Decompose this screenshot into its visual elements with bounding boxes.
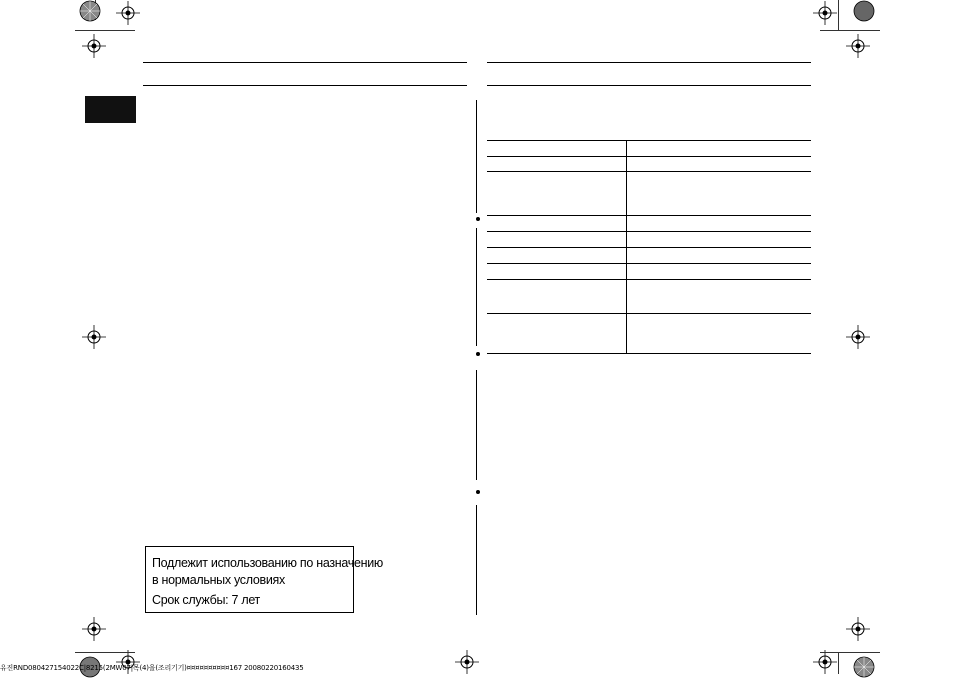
bullet-dot [476,352,480,356]
registration-mark-icon [846,325,870,349]
table-row [487,263,811,279]
table-row [487,247,811,263]
registration-mark-icon [846,34,870,58]
notice-line-2: в нормальных условиях [152,573,285,587]
table-row [487,313,811,327]
registration-mark-icon [82,325,106,349]
right-header-rule-bottom [487,85,811,86]
right-header-rule-top [487,62,811,63]
registration-mark-icon [813,650,837,674]
registration-mark-icon [813,1,837,25]
center-divider-3 [476,370,477,480]
table-row [487,215,811,231]
registration-mark-icon [82,617,106,641]
table-row [487,279,811,313]
bullet-dot [476,217,480,221]
table-column-separator [626,140,627,353]
center-divider-2 [476,228,477,346]
service-life-notice [145,546,383,613]
crop-mark [838,0,839,30]
color-wheel-icon [79,0,101,22]
table-row [487,171,811,215]
left-header-rule-top [143,62,467,63]
table-row [487,156,811,171]
registration-mark-icon [846,617,870,641]
notice-service-life: Срок службы: 7 лет [152,593,260,607]
table-row [487,231,811,247]
crop-mark [75,652,135,653]
crop-mark [838,652,839,674]
notice-line-1: Подлежит использованию по назначению [152,556,383,570]
crop-mark [75,30,135,31]
table-bottom-rule [487,353,811,354]
color-wheel-icon [853,656,875,678]
registration-mark-icon [82,34,106,58]
table-row [487,140,811,156]
registration-mark-icon [455,650,479,674]
language-tab [85,96,136,123]
left-header-rule-bottom [143,85,467,86]
center-divider-1 [476,100,477,213]
print-slug: 유진RND080427154022C|8215(2MW07|목(4)을(조리기기)¤¤¤¤¤¤¤¤¤¤167 20080220160435 [0,664,304,672]
registration-mark-icon [116,1,140,25]
crop-mark [820,652,880,653]
color-wheel-icon [853,0,875,22]
center-divider-4 [476,505,477,615]
crop-mark [820,30,880,31]
bullet-dot [476,490,480,494]
